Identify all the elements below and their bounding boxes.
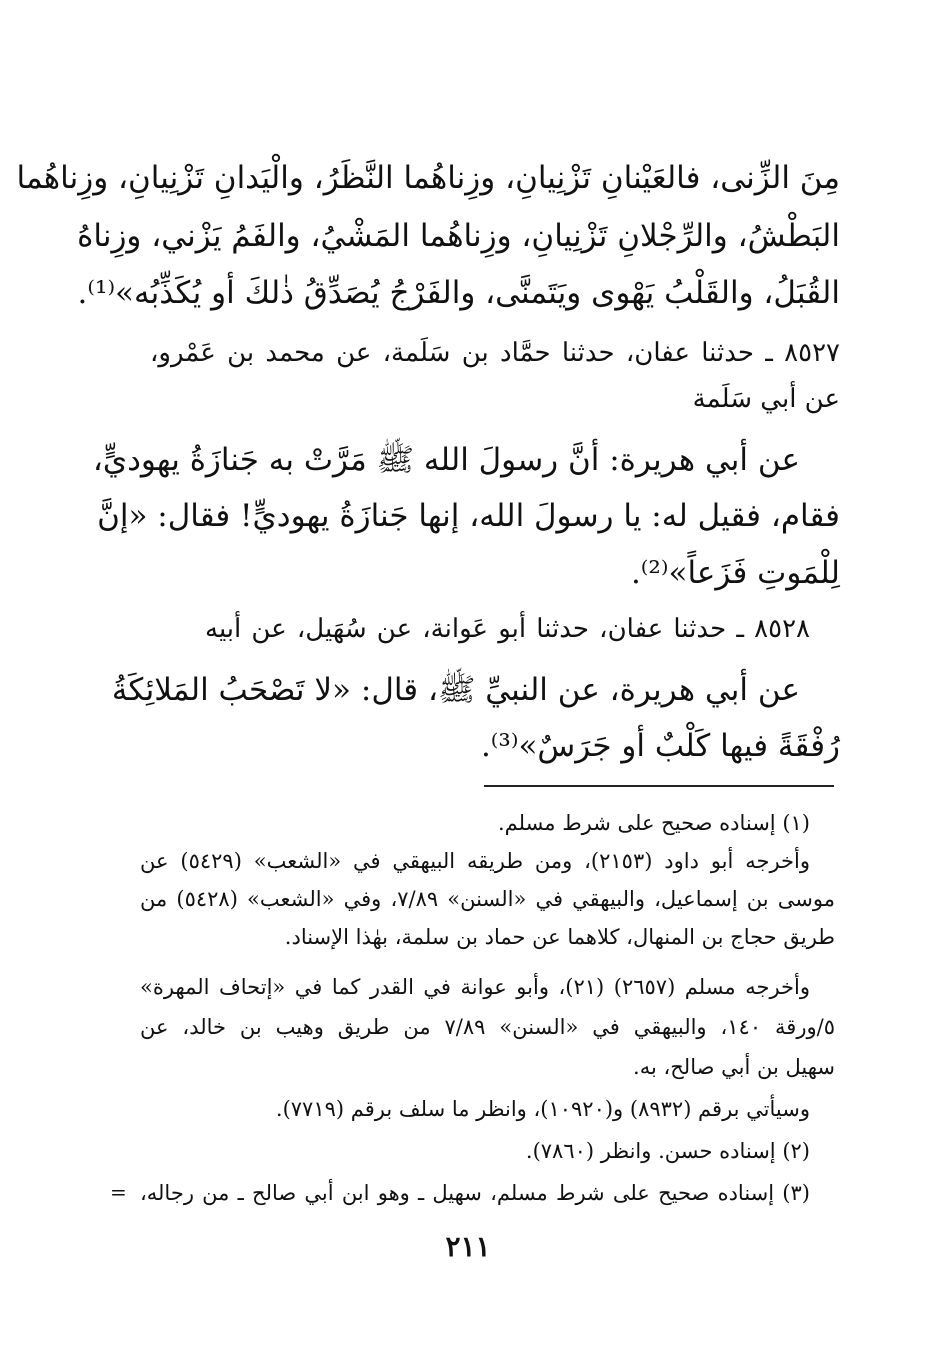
footnote-1-line-1: (١) إسناده صحيح على شرط مسلم. — [497, 811, 810, 835]
hadith-8527-isnad-line-2: عن أبي سَلَمة — [692, 384, 840, 414]
footnote-1-line-7: سهيل بن أبي صالح، به. — [633, 1055, 835, 1079]
footnote-3-line-1: (٣) إسناده صحيح على شرط مسلم، سهيل ـ وهو ابن أبي صالح ـ من رجاله، — [140, 1181, 810, 1205]
hadith-8527-matn-line-3: لِلْمَوتِ فَزَعاً»⁽²⁾. — [630, 555, 840, 591]
footnote-1-line-4: طريق حجاج بن المنهال، كلاهما عن حماد بن سلمة، بهٰذا الإسناد. — [284, 925, 835, 949]
hadith-8527-matn-line-2: فقام، فقيل له: يا رسولَ الله، إنها جَنازَةُ يهوديٍّ! فقال: «إنَّ — [97, 498, 840, 534]
hadith-8528-matn-line-1: عن أبي هريرة، عن النبيِّ ﷺ، قال: «لا تَصْحَبُ المَلائِكَةُ — [111, 672, 800, 708]
continuation-mark: = — [110, 1180, 127, 1204]
footnote-1-line-2: وأخرجه أبو داود (٢١٥٣)، ومن طريقه البيهقي في «الشعب» (٥٤٢٩) عن — [140, 849, 810, 873]
footnote-1-line-8: وسيأتي برقم (٨٩٣٢) و(١٠٩٢٠)، وانظر ما سلف برقم (٧٧١٩). — [275, 1097, 810, 1121]
footnote-2-line-1: (٢) إسناده حسن. وانظر (٧٨٦٠). — [525, 1139, 810, 1163]
hadith-8527-isnad-line-1: ٨٥٢٧ ـ حدثنا عفان، حدثنا حمَّاد بن سَلَمة، عن محمد بن عَمْرو، — [150, 338, 840, 368]
hadith-8526-line-1: مِنَ الزِّنى، فالعَيْنانِ تَزْنِيانِ، وزِناهُما النَّظَرُ، والْيَدانِ تَزْنِيانِ، وزِناهُما — [16, 160, 840, 196]
footnote-1-line-6: ٥/ورقة ١٤٠، والبيهقي في «السنن» ٧/٨٩ من طريق وهيب بن خالد، عن — [140, 1015, 835, 1039]
hadith-8527-matn-line-1: عن أبي هريرة: أنَّ رسولَ الله ﷺ مَرَّتْ به جَنازَةُ يهوديٍّ، — [92, 442, 800, 478]
footnote-1-line-5: وأخرجه مسلم (٢٦٥٧) (٢١)، وأبو عوانة في القدر كما في «إتحاف المهرة» — [140, 975, 810, 999]
hadith-8526-line-2: البَطْشُ، والرِّجْلانِ تَزْنِيانِ، وزِناهُما المَشْيُ، والفَمُ يَزْني، وزِناهُ — [77, 218, 840, 254]
hadith-8528-matn-line-2: رُفْقَةً فيها كَلْبٌ أو جَرَسٌ»⁽³⁾. — [480, 728, 840, 764]
hadith-8526-line-3: القُبَلُ، والقَلْبُ يَهْوى ويَتَمنَّى، والفَرْجُ يُصَدِّقُ ذٰلكَ أو يُكَذِّبُه»⁽¹⁾. — [77, 275, 840, 311]
footnote-separator — [484, 785, 834, 787]
footnote-1-line-3: موسى بن إسماعيل، والبيهقي في «السنن» ٧/٨٩، وفي «الشعب» (٥٤٢٨) من — [140, 887, 835, 911]
hadith-8528-isnad-line-1: ٨٥٢٨ ـ حدثنا عفان، حدثنا أبو عَوانة، عن سُهَيل، عن أبيه — [205, 614, 810, 644]
page-number: ٢١١ — [445, 1230, 491, 1263]
